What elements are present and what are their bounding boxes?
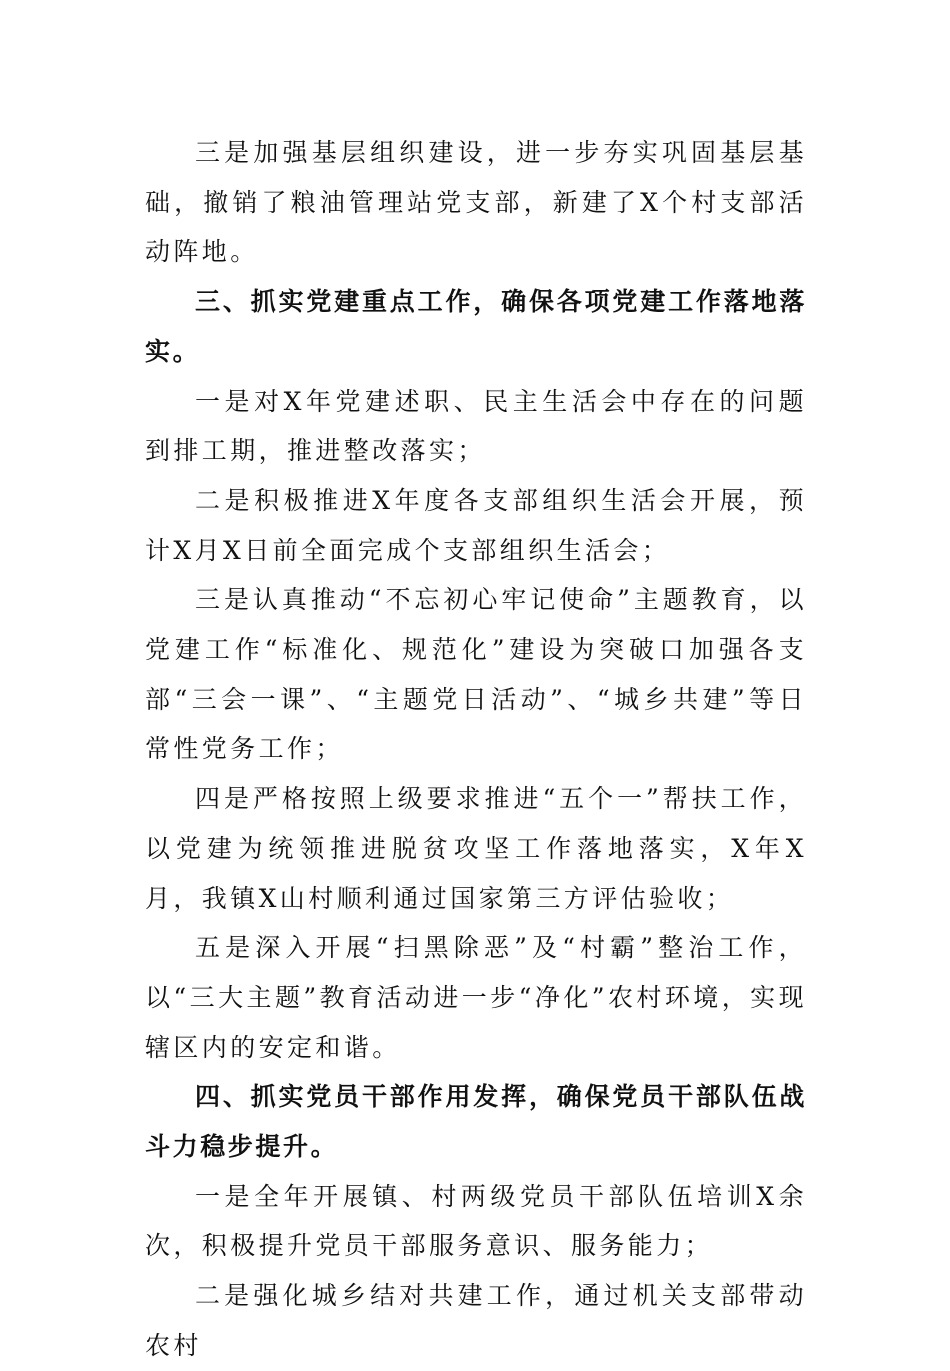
paragraph-urban-rural-pairing: 二是强化城乡结对共建工作，通过机关支部带动农村 (145, 1281, 807, 1360)
paragraph-organizational-life-meetings: 二是积极推进X年度各支部组织生活会开展，预计X月X日前全面完成个支部组织生活会； (145, 485, 807, 565)
paragraph-grassroots-organization: 三是加强基层组织建设，进一步夯实巩固基层基础，撤销了粮油管理站党支部，新建了X个村支部活动阵地。 (145, 138, 807, 267)
paragraph-theme-education: 三是认真推动“不忘初心牢记使命”主题教育，以党建工作“标准化、规范化”建设为突破口加强各支部“三会一课”、“主题党日活动”、“城乡共建”等日常性党务工作； (145, 585, 807, 764)
paragraph-rectification: 一是对X年党建述职、民主生活会中存在的问题到排工期，推进整改落实； (145, 386, 807, 466)
section-heading-party-members-role: 四、抓实党员干部作用发挥，确保党员干部队伍战斗力稳步提升。 (145, 1082, 807, 1162)
paragraph-poverty-alleviation: 四是严格按照上级要求推进“五个一”帮扶工作，以党建为统领推进脱贫攻坚工作落地落实，X年X月，我镇X山村顺利通过国家第三方评估验收； (145, 784, 807, 913)
paragraph-anti-crime-campaign: 五是深入开展“扫黑除恶”及“村霸”整治工作，以“三大主题”教育活动进一步“净化”农村环境，实现辖区内的安定和谐。 (145, 933, 807, 1062)
section-heading-party-building-key-work: 三、抓实党建重点工作，确保各项党建工作落地落实。 (145, 287, 807, 366)
document-body (145, 128, 807, 1371)
paragraph-cadre-training: 一是全年开展镇、村两级党员干部队伍培训X余次，积极提升党员干部服务意识、服务能力； (145, 1181, 807, 1261)
